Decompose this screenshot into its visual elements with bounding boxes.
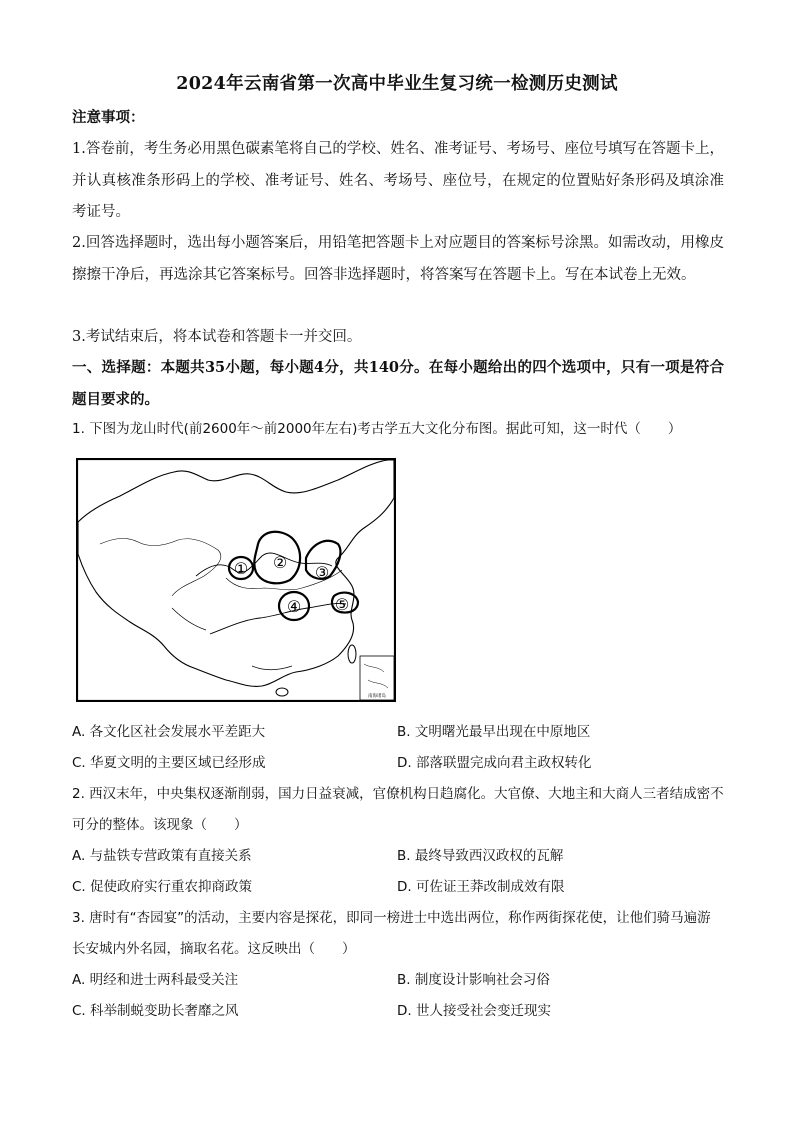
question-1-option-a: A. 各文化区社会发展水平差距大 — [72, 724, 266, 740]
question-2-option-a: A. 与盐铁专营政策有直接关系 — [72, 848, 252, 864]
question-2-option-d: D. 可佐证王莽改制成效有限 — [397, 879, 565, 895]
page-title: 2024年云南省第一次高中毕业生复习统一检测历史测试 — [176, 74, 618, 94]
map-inset-label: 南海诸岛 — [368, 694, 386, 699]
question-3-option-c: C. 科举制蜕变助长奢靡之风 — [72, 1003, 239, 1019]
notice-item-1: 1.答卷前，考生务必用黑色碳素笔将自己的学校、姓名、准考证号、考场号、座位号填写在答题卡上，并认真核准条形码上的学校、准考证号、姓名、考场号、座位号，在规定的位置贴好条形码及填涂准考证号。 — [72, 141, 724, 220]
map-label-1: ① — [233, 559, 249, 578]
longshan-culture-map — [76, 458, 396, 702]
section-heading: 一、选择题：本题共35小题，每小题4分，共140分。在每小题给出的四个选项中，只有一项是符合题目要求的。 — [72, 359, 724, 408]
question-1-option-c: C. 华夏文明的主要区域已经形成 — [72, 755, 266, 771]
question-2-option-b: B. 最终导致西汉政权的瓦解 — [397, 848, 564, 864]
question-3-stem: 3. 唐时有“杏园宴”的活动，主要内容是探花，即同一榜进士中选出两位，称作两街探花使，让他们骑马遍游长安城内外名园，摘取名花。这反映出（ ） — [72, 910, 711, 957]
notice-item-2: 2.回答选择题时，选出每小题答案后，用铅笔把答题卡上对应题目的答案标号涂黑。如需改动，用橡皮擦擦干净后，再选涂其它答案标号。回答非选择题时，将答案写在答题卡上。写在本试卷上无效。 — [72, 235, 724, 283]
map-label-5: ⑤ — [334, 595, 350, 614]
question-3-option-a: A. 明经和进士两科最受关注 — [72, 972, 239, 988]
question-1-option-d: D. 部落联盟完成向君主政权转化 — [397, 755, 592, 771]
map-label-4: ④ — [286, 597, 302, 616]
question-2-option-c: C. 促使政府实行重农抑商政策 — [72, 879, 253, 895]
notice-heading: 注意事项： — [72, 109, 145, 126]
question-1-option-b: B. 文明曙光最早出现在中原地区 — [397, 724, 591, 740]
notice-item-3: 3.考试结束后，将本试卷和答题卡一并交回。 — [72, 329, 362, 345]
question-1-stem: 1. 下图为龙山时代(前2600年～前2000年左右)考古学五大文化分布图。据此可知，这一时代（ ） — [72, 421, 682, 437]
question-3-option-b: B. 制度设计影响社会习俗 — [397, 972, 550, 988]
map-label-3: ③ — [314, 563, 330, 582]
map-label-2: ② — [272, 553, 288, 572]
question-3-option-d: D. 世人接受社会变迁现实 — [397, 1003, 551, 1019]
question-2-stem: 2. 西汉末年，中央集权逐渐削弱，国力日益衰减，官僚机构日趋腐化。大官僚、大地主和大商人三者结成密不可分的整体。该现象（ ） — [72, 786, 724, 833]
